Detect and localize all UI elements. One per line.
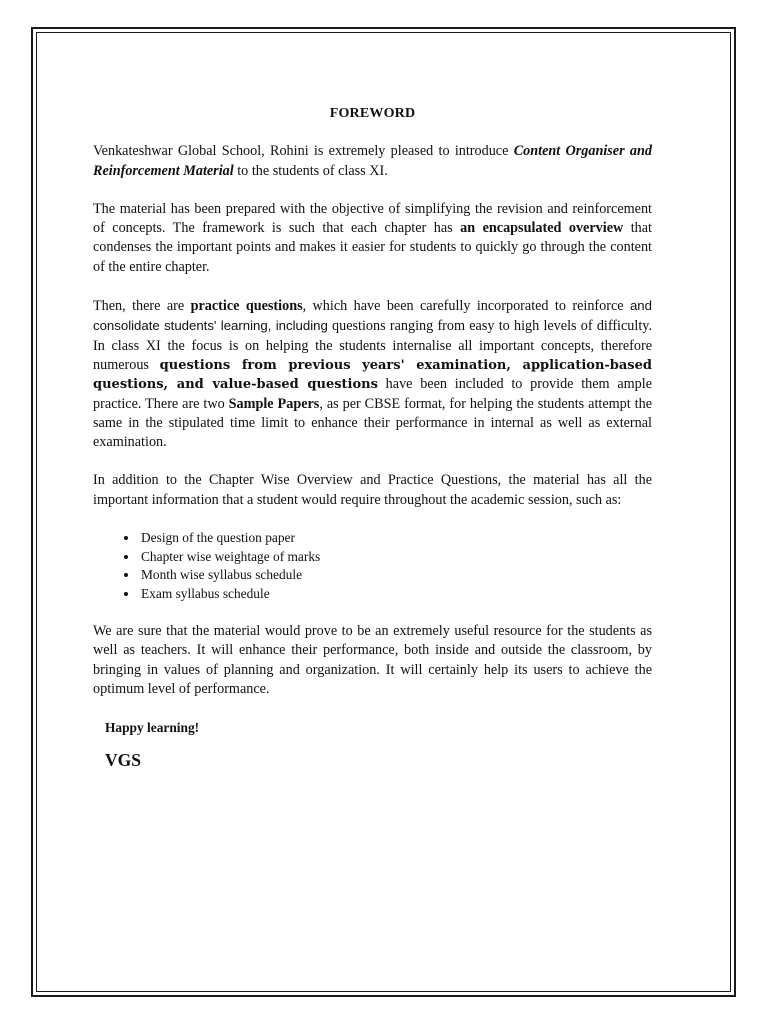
info-bullet-list — [93, 529, 652, 603]
framework-bold: an encapsulated overview — [460, 220, 624, 237]
intro-text-start: Venkateshwar Global School, Rohini is extremely pleased to introduce — [93, 143, 514, 160]
list-item: • Design of the question paper — [139, 529, 652, 548]
material-title: Content Organiser and Reinforcement Material — [93, 143, 652, 179]
additional-info-paragraph: In addition to the Chapter Wise Overview and Practice Questions, the material has all the important information that a student would require throughout the academic session, such as: — [93, 472, 652, 508]
page-title: FOREWORD — [329, 106, 416, 121]
practice-text-c: questions ranging from easy to high levels of difficulty. In class XI the focus is on helping the students internalise all important concepts, therefore numerous — [93, 318, 652, 373]
practice-text-b: , which have been carefully incorporated to reinforce — [302, 298, 630, 315]
list-item: • Month wise syllabus schedule — [139, 566, 652, 585]
intro-paragraph — [93, 142, 652, 181]
practice-bold-a: practice questions — [190, 298, 303, 315]
conclusion-paragraph: We are sure that the material would prove to be an extremely useful resource for the students as well as teachers. It will enhance their performance, both inside and outside the classroom, by bringing in values of planning and organization. It will certainly help its users to achieve the optimum level of performance. — [93, 623, 652, 697]
practice-bold-c: Sample Papers — [228, 395, 320, 412]
framework-paragraph — [93, 200, 652, 277]
list-item: • Chapter wise weightage of marks — [139, 548, 652, 567]
practice-text-a: Then, there are — [93, 298, 191, 315]
practice-sans-run: and consolidate students' learning, including — [93, 298, 652, 334]
foreword-content — [93, 104, 652, 770]
list-item: • Exam syllabus schedule — [139, 585, 652, 604]
signature: VGS — [105, 749, 141, 770]
intro-text-end: to the students of class XI. — [233, 162, 388, 179]
closing-line: Happy learning! — [105, 720, 200, 736]
framework-text-end: that condenses the important points and makes it easier for students to quickly go through the content of the entire chapter. — [93, 220, 652, 275]
practice-text-e: , as per CBSE format, for helping the students attempt the same in the stipulated time limit to enhance their performance in internal as well as external examination. — [93, 395, 652, 451]
framework-text-start: The material has been prepared with the objective of simplifying the revision and reinforcement of concepts. The framework is such that each chapter has — [93, 200, 652, 237]
practice-text-d: have been included to provide them ample practice. There are two — [93, 376, 652, 412]
practice-bold-b: questions from previous years' examination, application-based questions, and value-based questions — [93, 357, 652, 393]
practice-paragraph — [93, 296, 652, 452]
